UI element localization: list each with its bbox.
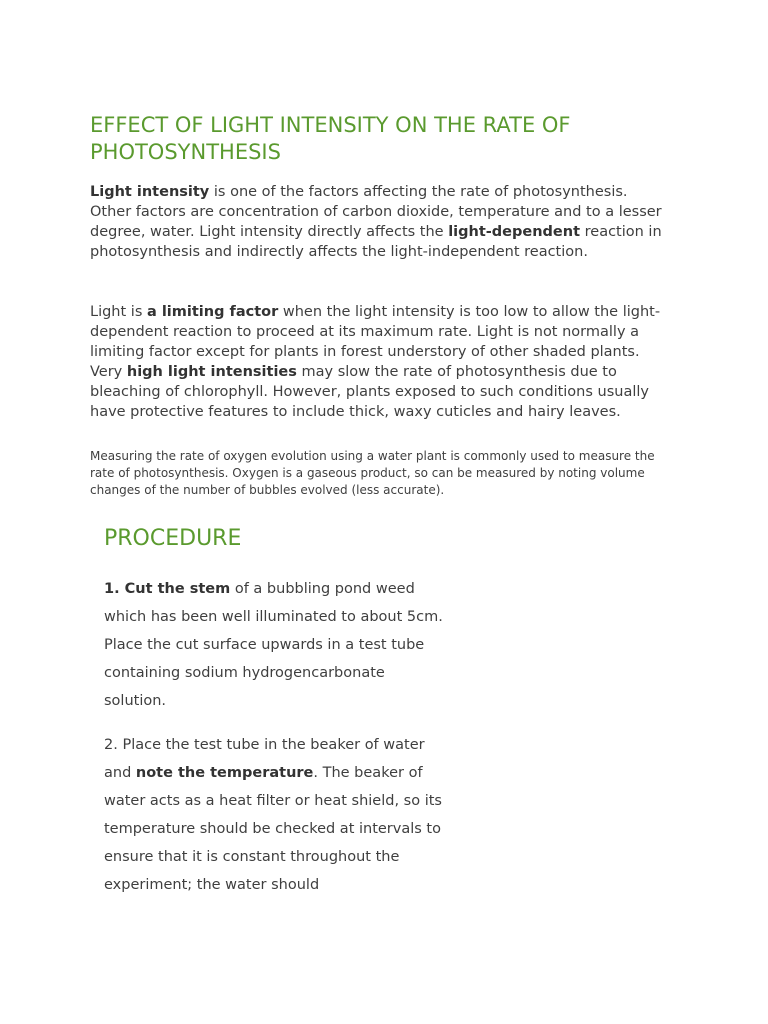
intro-text-2: reaction in photosynthesis and indirectly affects the light-independent reaction. xyxy=(90,224,662,260)
page-title: EFFECT OF LIGHT INTENSITY ON THE RATE OF PHOTOSYNTHESIS xyxy=(90,113,571,164)
intro-text-1: is one of the factors affecting the rate of photosynthesis. Other factors are concentration of carbon dioxide, temperature and to a lesser degree, water. Light intensity directly affects the xyxy=(90,184,662,240)
limiting-factor-paragraph xyxy=(90,302,670,422)
intro-paragraph xyxy=(90,182,670,262)
procedure-step-1 xyxy=(104,575,449,715)
limiting-text-3: may slow the rate of photosynthesis due to bleaching of chlorophyll. However, plants exposed to such conditions usually have protective features to include thick, waxy cuticles and hairy leaves. xyxy=(90,364,649,420)
procedure-heading: PROCEDURE xyxy=(104,526,242,551)
measurement-note: Measuring the rate of oxygen evolution using a water plant is commonly used to measure the rate of photosynthesis. Oxygen is a gaseous product, so can be measured by noting volume changes of the number of bubbles evolved (less accurate). xyxy=(90,449,655,497)
step-2-text-1: 2. Place the test tube in the beaker of water and xyxy=(104,737,425,781)
bold-term-light-intensity: Light intensity xyxy=(90,184,210,200)
step-1-bold: 1. Cut the stem xyxy=(104,581,231,597)
step-2-bold: note the temperature xyxy=(135,765,314,781)
step-1-text: of a bubbling pond weed which has been well illuminated to about 5cm. Place the cut surface upwards in a test tube containing sodium hydrogencarbonate solution. xyxy=(104,581,443,709)
bold-term-light-dependent: light-dependent xyxy=(448,224,581,240)
bold-term-limiting-factor: a limiting factor xyxy=(147,304,279,320)
step-2-text-2: . The beaker of water acts as a heat filter or heat shield, so its temperature should be checked at intervals to ensure that it is constant throughout the experiment; the water should xyxy=(104,765,442,893)
bold-term-high-light-intensities: high light intensities xyxy=(126,364,297,380)
limiting-text-2: when the light intensity is too low to allow the light-dependent reaction to proceed at its maximum rate. Light is not normally a limiting factor except for plants in forest understory of other shaded plants. Very xyxy=(90,304,661,380)
procedure-step-2 xyxy=(104,731,449,899)
limiting-text-1: Light is xyxy=(90,304,147,320)
